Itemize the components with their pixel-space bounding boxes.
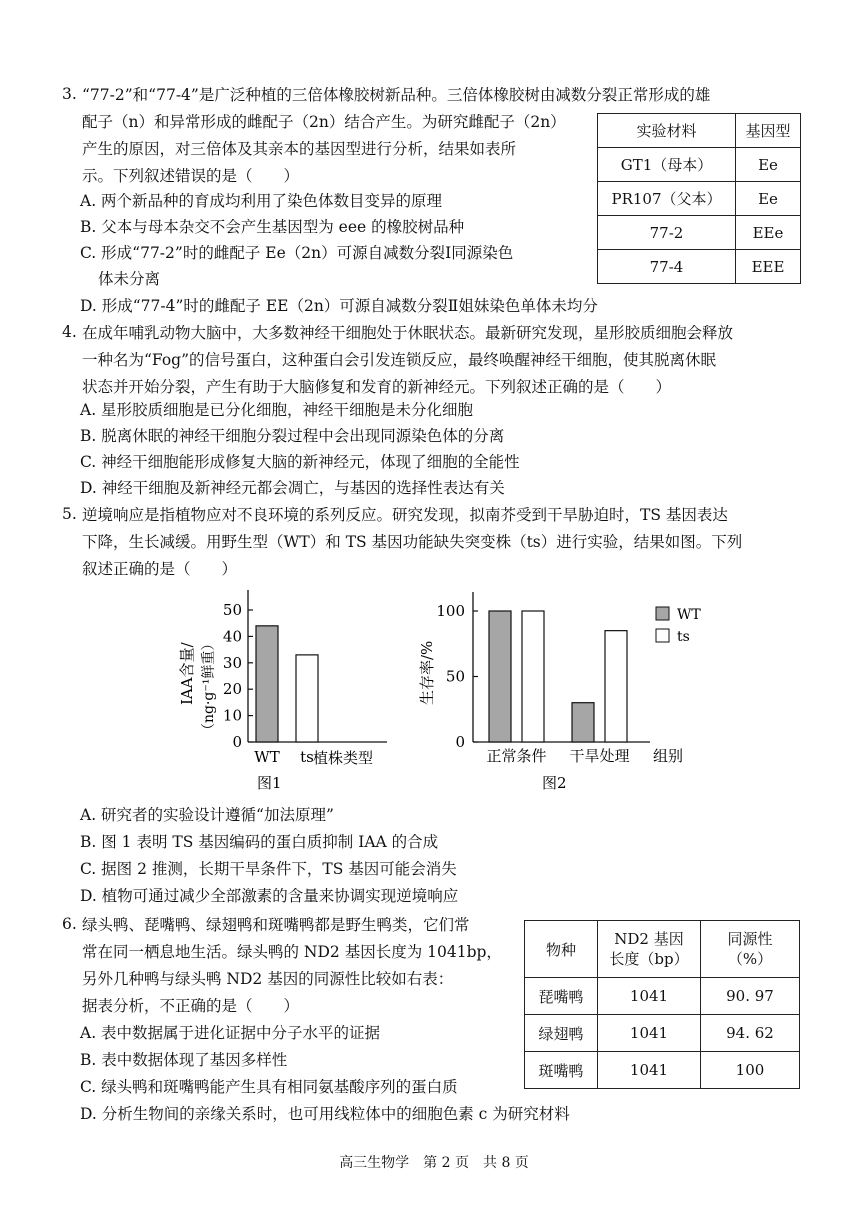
table-cell: 斑嘴鸭	[525, 1052, 598, 1089]
figure-1-chart	[165, 590, 405, 800]
table-row	[598, 216, 801, 250]
page-footer: 高三生物学 第 2 页 共 8 页	[339, 1155, 529, 1171]
fig1-y-tick-label: 0	[232, 733, 242, 751]
fig1-category-label: WT	[254, 748, 280, 766]
q6-option-a: A. 表中数据属于进化证据中分子水平的证据	[80, 1024, 381, 1042]
fig2-legend-swatch-wt	[656, 607, 669, 620]
fig1-y-tick-label: 30	[222, 653, 242, 672]
table-cell: 77-2	[598, 216, 736, 250]
q6-line: 绿头鸭、琵嘴鸭、绿翅鸭和斑嘴鸭都是野生鸭类，它们常	[82, 916, 470, 934]
q6-homology-table	[524, 920, 800, 1089]
q6-number: 6.	[62, 915, 77, 933]
table-header-line: 同源性	[727, 930, 773, 948]
table-cell: 77-4	[598, 250, 736, 284]
q5-option-a: A. 研究者的实验设计遵循“加法原理”	[80, 806, 334, 824]
table-row	[525, 1015, 800, 1052]
q4-line: 在成年哺乳动物大脑中，大多数神经干细胞处于休眠状态。最新研究发现，星形胶质细胞会释放	[82, 324, 734, 342]
table-row	[598, 148, 801, 182]
q4-option-c: C. 神经干细胞能形成修复大脑的新神经元，体现了细胞的全能性	[80, 453, 520, 471]
q3-line: 配子（n）和异常形成的雌配子（2n）结合产生。为研究雌配子（2n）	[82, 113, 566, 131]
fig2-bar-wt-1	[572, 703, 594, 742]
table-row	[525, 978, 800, 1015]
table-header: 物种	[525, 921, 598, 978]
table-cell: EEe	[736, 216, 801, 250]
fig2-legend-label-ts: ts	[677, 629, 690, 645]
fig2-y-tick-label: 100	[436, 602, 465, 620]
q5-option-d: D. 植物可通过减少全部激素的含量来协调实现逆境响应	[80, 887, 459, 905]
table-cell: Ee	[736, 148, 801, 182]
q4-option-a: A. 星形胶质细胞是已分化细胞，神经干细胞是未分化细胞	[80, 401, 474, 419]
q3-line: “77-2”和“77-4”是广泛种植的三倍体橡胶树新品种。三倍体橡胶树由减数分裂正常形成的雄	[82, 86, 711, 104]
table-row	[598, 250, 801, 284]
q4-number: 4.	[62, 323, 77, 341]
fig1-y-tick-label: 50	[222, 601, 242, 619]
fig1-y-tick-label: 10	[222, 706, 242, 725]
table-header-line: （%）	[727, 950, 773, 968]
q6-line: 常在同一栖息地生活。绿头鸭的 ND2 基因长度为 1041bp，	[82, 943, 502, 961]
table-cell: 1041	[598, 1015, 701, 1052]
table-cell: Ee	[736, 182, 801, 216]
q4-line: 状态并开始分裂，产生有助于大脑修复和发育的新神经元。下列叙述正确的是（ ）	[82, 378, 672, 396]
fig1-title: 图1	[257, 774, 282, 792]
table-row	[525, 1052, 800, 1089]
table-cell: 90. 97	[701, 978, 800, 1015]
q3-stem-cont	[82, 109, 566, 190]
fig2-y-tick-label: 50	[445, 667, 465, 686]
q6-line: 据表分析，不正确的是（ ）	[82, 997, 300, 1015]
table-header-row	[598, 114, 801, 148]
fig2-bar-ts-0	[522, 611, 544, 742]
fig1-category-label: ts	[300, 748, 314, 766]
q5-option-c: C. 据图 2 推测，长期干旱条件下，TS 基因可能会消失	[80, 860, 457, 878]
q6-line: 另外几种鸭与绿头鸭 ND2 基因的同源性比较如右表：	[82, 970, 454, 988]
table-cell: 琵嘴鸭	[525, 978, 598, 1015]
fig2-legend-swatch-ts	[656, 629, 669, 642]
q4-option-b: B. 脱离休眠的神经干细胞分裂过程中会出现同源染色体的分离	[80, 427, 505, 445]
fig1-ylabel-unit: （ng·g⁻¹鲜重）	[201, 636, 217, 737]
q3-genotype-table	[597, 113, 801, 284]
q6-option-b: B. 表中数据体现了基因多样性	[80, 1051, 288, 1069]
fig2-y-tick-label: 0	[455, 733, 465, 751]
q6-option-c: C. 绿头鸭和斑嘴鸭能产生具有相同氨基酸序列的蛋白质	[80, 1078, 458, 1096]
q3-option-a: A. 两个新品种的育成均利用了染色体数目变异的原理	[80, 192, 443, 210]
fig2-title: 图2	[542, 774, 567, 792]
table-cell: 100	[701, 1052, 800, 1089]
q3-option-d: D. 形成“77-4”时的雌配子 EE（2n）可源自减数分裂Ⅱ姐妹染色单体未均分	[80, 297, 598, 315]
q3-line: 产生的原因，对三倍体及其亲本的基因型进行分析，结果如表所	[82, 140, 517, 158]
q4-line: 一种名为“Fog”的信号蛋白，这种蛋白会引发连锁反应，最终唤醒神经干细胞，使其脱离休眠	[82, 351, 717, 369]
table-cell: GT1（母本）	[598, 148, 736, 182]
fig2-ylabel: 生存率/%	[418, 640, 436, 705]
fig1-ylabel: IAA含量/	[178, 642, 196, 705]
table-row	[598, 182, 801, 216]
q3-option-b: B. 父本与母本杂交不会产生基因型为 eee 的橡胶树品种	[80, 218, 465, 236]
table-cell: PR107（父本）	[598, 182, 736, 216]
q6-option-d: D. 分析生物间的亲缘关系时，也可用线粒体中的细胞色素 c 为研究材料	[80, 1105, 570, 1123]
q3-stem	[82, 82, 710, 109]
table-cell: 1041	[598, 1052, 701, 1089]
table-cell: 1041	[598, 978, 701, 1015]
table-header-gene-length	[598, 921, 701, 978]
q5-stem	[82, 502, 742, 583]
fig1-xlabel: 植株类型	[313, 749, 374, 767]
table-header: 实验材料	[598, 114, 736, 148]
figure-2-chart	[415, 590, 705, 800]
fig2-xlabel: 组别	[653, 747, 684, 765]
q6-stem	[82, 912, 502, 1020]
q4-option-d: D. 神经干细胞及新神经元都会凋亡，与基因的选择性表达有关	[80, 479, 505, 497]
q5-option-b: B. 图 1 表明 TS 基因编码的蛋白质抑制 IAA 的合成	[80, 833, 439, 851]
table-header-row	[525, 921, 800, 978]
fig1-y-tick-label: 40	[222, 627, 242, 646]
q5-number: 5.	[62, 505, 77, 523]
table-cell: EEE	[736, 250, 801, 284]
table-header-line: 长度（bp）	[609, 950, 689, 968]
q3-number: 3.	[62, 85, 77, 103]
q5-line: 下降，生长减缓。用野生型（WT）和 TS 基因功能缺失突变株（ts）进行实验，结果如图。下列	[82, 533, 743, 551]
fig1-bar-ts	[296, 655, 318, 742]
fig2-bar-wt-0	[489, 611, 511, 742]
fig2-legend-label-wt: WT	[677, 607, 701, 623]
table-cell: 94. 62	[701, 1015, 800, 1052]
q3-option-c-cont: 体未分离	[98, 270, 161, 288]
table-header-line: ND2 基因	[614, 930, 684, 948]
fig1-bar-wt	[256, 626, 278, 742]
fig1-y-tick-label: 20	[222, 680, 242, 699]
q5-line: 逆境响应是指植物应对不良环境的系列反应。研究发现，拟南芥受到干旱胁迫时，TS 基因表达	[82, 506, 728, 524]
fig2-category-label: 正常条件	[486, 747, 547, 765]
q3-line: 示。下列叙述错误的是（ ）	[82, 167, 300, 185]
q4-stem	[82, 320, 733, 401]
q5-line: 叙述正确的是（ ）	[82, 560, 238, 578]
table-cell: 绿翅鸭	[525, 1015, 598, 1052]
table-header: 基因型	[736, 114, 801, 148]
table-header-homology	[701, 921, 800, 978]
fig2-bar-ts-1	[605, 631, 627, 742]
fig2-category-label: 干旱处理	[569, 747, 630, 765]
q3-option-c: C. 形成“77-2”时的雌配子 Ee（2n）可源自减数分裂Ⅰ同源染色	[80, 244, 514, 262]
